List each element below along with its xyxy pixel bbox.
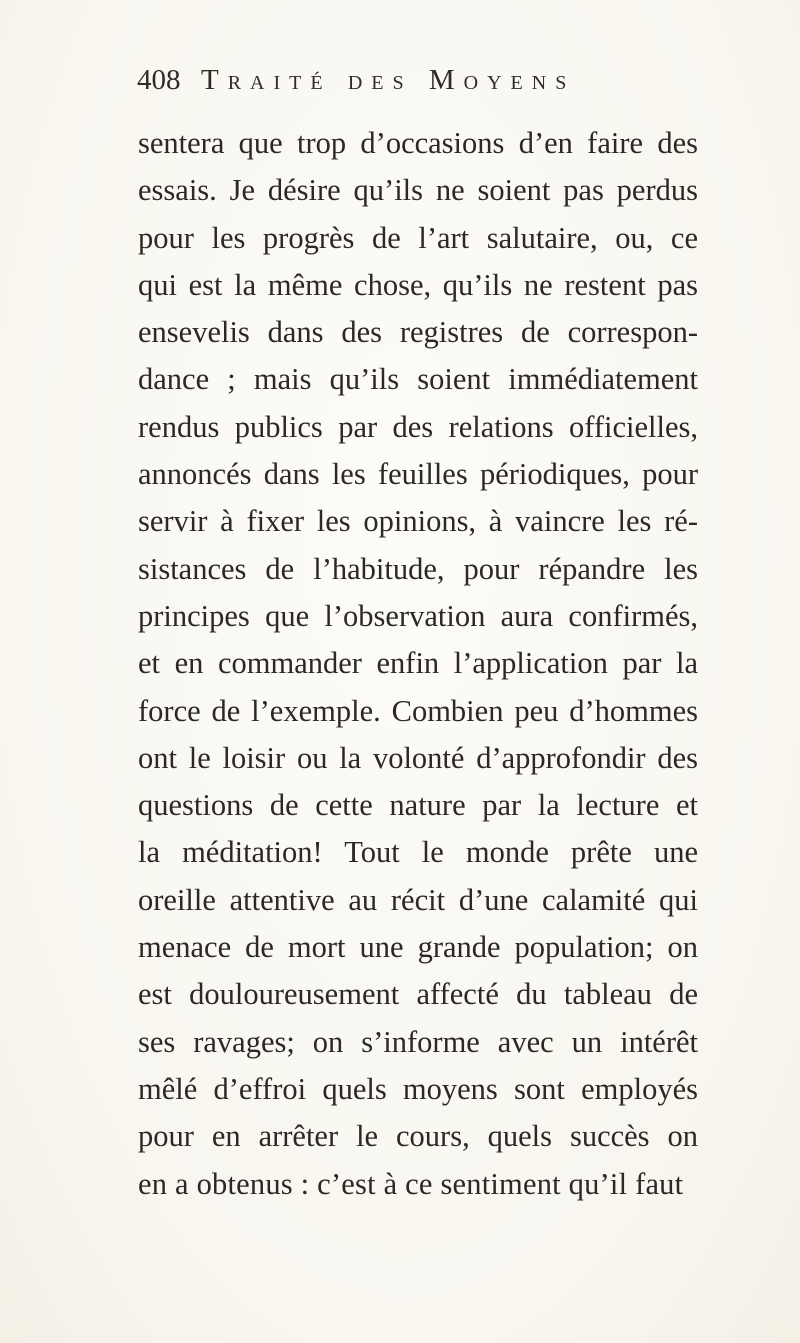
text-line: menace de mort une grande population; on <box>138 930 698 965</box>
text-line: qui est la même chose, qu’ils ne restent pas <box>138 267 698 302</box>
text-line: est douloureusement affecté du tableau de <box>138 977 698 1012</box>
body-text <box>138 120 698 1208</box>
text-line: pour les progrès de l’art salutaire, ou, ce <box>138 220 698 255</box>
text-line: sistances de l’habitude, pour répandre les <box>138 551 698 586</box>
running-header <box>137 64 737 104</box>
text-line: dance ; mais qu’ils soient immédiatement <box>138 362 698 397</box>
text-line: ensevelis dans des registres de correspon- <box>138 315 698 350</box>
text-line: principes que l’observation aura confirmés, <box>138 598 698 633</box>
text-line: en a obtenus : c’est à ce sentiment qu’il faut <box>138 1166 684 1201</box>
text-line: force de l’exemple. Combien peu d’hommes <box>138 693 698 728</box>
text-line: rendus publics par des relations officielles, <box>138 409 698 444</box>
page-number: 408 <box>137 64 181 96</box>
text-line: ses ravages; on s’informe avec un intérêt <box>138 1024 698 1059</box>
text-line: ont le loisir ou la volonté d’approfondir des <box>138 740 698 775</box>
text-line: pour en arrêter le cours, quels succès on <box>138 1119 698 1154</box>
text-line: essais. Je désire qu’ils ne soient pas perdus <box>138 173 698 208</box>
text-line: mêlé d’effroi quels moyens sont employés <box>138 1071 698 1106</box>
text-line: et en commander enfin l’application par la <box>138 646 698 681</box>
text-line: oreille attentive au récit d’une calamité qui <box>138 882 698 917</box>
running-title: Traité des Moyens <box>201 64 576 96</box>
text-line: la méditation! Tout le monde prête une <box>138 835 698 870</box>
text-line: servir à fixer les opinions, à vaincre les ré- <box>138 504 698 539</box>
text-line: questions de cette nature par la lecture et <box>138 788 698 823</box>
text-line: annoncés dans les feuilles périodiques, pour <box>138 457 698 492</box>
text-line: sentera que trop d’occasions d’en faire des <box>138 126 698 160</box>
